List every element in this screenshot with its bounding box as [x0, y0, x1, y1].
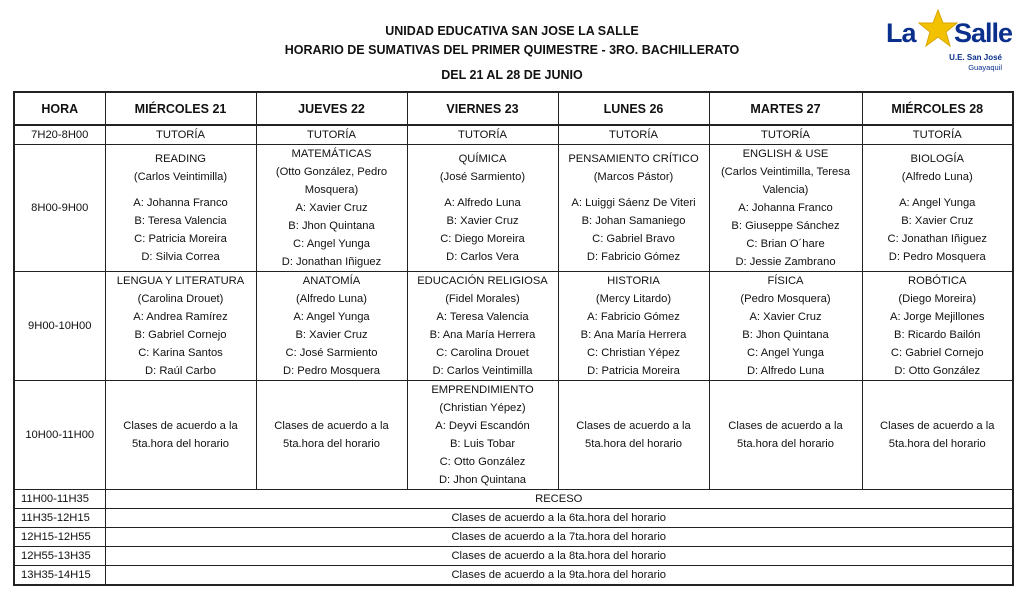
la-salle-logo [882, 8, 1012, 88]
class-note: Clases de acuerdo a la 6ta.hora del horario [105, 509, 1013, 528]
group-line: D: Jonathan Iñiguez [281, 256, 382, 268]
time-cell: 7H20-8H00 [14, 125, 105, 145]
column-header-day: MARTES 27 [709, 92, 862, 125]
subject-name: QUÍMICA [458, 153, 507, 165]
column-header-day: VIERNES 23 [407, 92, 558, 125]
group-line: B: Ricardo Bailón [894, 329, 981, 341]
subject-name: FÍSICA [767, 275, 804, 287]
group-line: A: Deyvi Escandón [435, 420, 530, 432]
time-cell: 13H35-14H15 [14, 566, 105, 586]
group-line: C: Gabriel Cornejo [890, 347, 984, 359]
group-line: D: Jhon Quintana [438, 474, 527, 486]
group-line: C: Jonathan Iñiguez [887, 233, 987, 245]
group-line: D: Pedro Mosquera [282, 365, 380, 377]
class-note: Clases de acuerdo a la 7ta.hora del horario [105, 528, 1013, 547]
group-line: A: Angel Yunga [293, 311, 370, 323]
exam-cell [256, 145, 407, 272]
subject-name: ROBÓTICA [908, 275, 967, 287]
regular-class-cell [105, 381, 256, 490]
teacher-name: (Carolina Drouet) [137, 293, 224, 305]
class-note: Clases de acuerdo a la [576, 420, 691, 432]
group-line: C: Diego Moreira [440, 233, 525, 245]
exam-cell [407, 272, 558, 381]
subject-name: BIOLOGÍA [910, 153, 964, 165]
exam-cell [256, 272, 407, 381]
later-class-row [14, 547, 1013, 566]
group-line: B: Giuseppe Sánchez [731, 220, 840, 232]
subject-name: PENSAMIENTO CRÍTICO [568, 153, 699, 165]
group-line: D: Jessie Zambrano [735, 256, 836, 268]
column-header-day: MIÉRCOLES 28 [862, 92, 1013, 125]
teacher-name: Valencia) [762, 184, 809, 196]
group-line: A: Johanna Franco [133, 197, 228, 209]
spacer [106, 186, 256, 194]
exam-cell [407, 381, 558, 490]
column-header-day: MIÉRCOLES 21 [105, 92, 256, 125]
group-line: D: Pedro Mosquera [888, 251, 986, 263]
group-line: A: Xavier Cruz [295, 202, 368, 214]
column-header-day: LUNES 26 [558, 92, 709, 125]
group-line: C: Karina Santos [138, 347, 223, 359]
teacher-name: (Fidel Morales) [445, 293, 520, 305]
group-line: B: Ana María Herrera [580, 329, 687, 341]
group-line: B: Jhon Quintana [742, 329, 829, 341]
group-line: A: Johanna Franco [738, 202, 833, 214]
group-line: A: Jorge Mejillones [889, 311, 985, 323]
teacher-name: (Carlos Veintimilla) [133, 171, 228, 183]
subject-name: LENGUA Y LITERATURA [116, 275, 245, 287]
later-class-row [14, 528, 1013, 547]
group-line: C: Angel Yunga [747, 347, 824, 359]
logo-text-salle: Salle [954, 18, 1013, 48]
exam-cell [105, 272, 256, 381]
exam-row-8h [14, 145, 1013, 272]
group-line: D: Patricia Moreira [587, 365, 680, 377]
class-note: 5ta.hora del horario [131, 438, 230, 450]
later-class-row [14, 509, 1013, 528]
regular-class-cell [558, 381, 709, 490]
subject-name: ANATOMÍA [302, 275, 361, 287]
header-row [14, 92, 1013, 125]
teacher-name: (Alfredo Luna) [901, 171, 973, 183]
group-line: D: Carlos Vera [446, 251, 519, 263]
group-line: C: Patricia Moreira [134, 233, 227, 245]
exam-cell [558, 145, 709, 272]
group-line: A: Andrea Ramírez [133, 311, 228, 323]
tutoria-row [14, 125, 1013, 145]
group-line: B: Xavier Cruz [295, 329, 368, 341]
exam-cell [862, 145, 1013, 272]
group-line: A: Luiggi Sáenz De Viteri [571, 197, 696, 209]
tutoria-cell: TUTORÍA [256, 125, 407, 145]
group-line: C: Otto González [439, 456, 526, 468]
group-line: D: Alfredo Luna [746, 365, 825, 377]
group-line: C: José Sarmiento [285, 347, 378, 359]
group-line: D: Silvia Correa [141, 251, 220, 263]
school-name: UNIDAD EDUCATIVA SAN JOSE LA SALLE [385, 24, 639, 38]
group-line: B: Xavier Cruz [446, 215, 519, 227]
spacer [408, 186, 558, 194]
time-cell: 10H00-11H00 [14, 381, 105, 490]
class-note: 5ta.hora del horario [282, 438, 381, 450]
time-cell: 8H00-9H00 [14, 145, 105, 272]
time-cell: 11H35-12H15 [14, 509, 105, 528]
regular-class-cell [256, 381, 407, 490]
time-cell: 12H55-13H35 [14, 547, 105, 566]
time-cell: 11H00-11H35 [14, 490, 105, 509]
exam-row-9h [14, 272, 1013, 381]
tutoria-cell: TUTORÍA [407, 125, 558, 145]
teacher-name: (Mercy Litardo) [595, 293, 672, 305]
date-range: DEL 21 AL 28 DE JUNIO [441, 68, 583, 82]
class-note: Clases de acuerdo a la [728, 420, 843, 432]
class-note: Clases de acuerdo a la 8ta.hora del horario [105, 547, 1013, 566]
group-line: D: Fabricio Gómez [586, 251, 681, 263]
exam-row-10h [14, 381, 1013, 490]
regular-class-cell [862, 381, 1013, 490]
time-cell: 9H00-10H00 [14, 272, 105, 381]
group-line: C: Gabriel Bravo [592, 233, 675, 245]
logo-subtitle: U.E. San José [949, 53, 1002, 62]
group-line: A: Teresa Valencia [436, 311, 529, 323]
star-icon [918, 8, 958, 48]
subject-name: EMPRENDIMIENTO [431, 384, 534, 396]
group-line: C: Carolina Drouet [436, 347, 529, 359]
exam-cell [407, 145, 558, 272]
later-class-row [14, 566, 1013, 586]
subject-name: EDUCACIÓN RELIGIOSA [417, 275, 548, 287]
spacer [559, 186, 709, 194]
column-header-hora: HORA [14, 92, 105, 125]
class-note: 5ta.hora del horario [584, 438, 683, 450]
teacher-name: (Otto González, Pedro [275, 166, 388, 178]
exam-cell [709, 145, 862, 272]
teacher-name: (José Sarmiento) [439, 171, 526, 183]
group-line: B: Johan Samaniego [581, 215, 686, 227]
tutoria-cell: TUTORÍA [709, 125, 862, 145]
logo-text-la: La [886, 18, 916, 48]
class-note: Clases de acuerdo a la 9ta.hora del horario [105, 566, 1013, 586]
exam-cell [558, 272, 709, 381]
group-line: C: Angel Yunga [293, 238, 370, 250]
group-line: A: Fabricio Gómez [587, 311, 680, 323]
exam-cell [862, 272, 1013, 381]
schedule-table [13, 91, 1014, 586]
class-note: 5ta.hora del horario [888, 438, 986, 450]
spacer [863, 186, 1013, 194]
group-line: A: Alfredo Luna [444, 197, 521, 209]
group-line: B: Xavier Cruz [901, 215, 974, 227]
teacher-name: Mosquera) [304, 184, 359, 196]
logo-city: Guayaquil [968, 63, 1002, 72]
group-line: A: Xavier Cruz [749, 311, 822, 323]
teacher-name: (Diego Moreira) [898, 293, 977, 305]
group-line: B: Jhon Quintana [288, 220, 375, 232]
teacher-name: (Pedro Mosquera) [740, 293, 831, 305]
group-line: B: Teresa Valencia [134, 215, 227, 227]
subject-name: READING [155, 153, 206, 165]
subject-name: MATEMÁTICAS [291, 148, 372, 160]
schedule-title: HORARIO DE SUMATIVAS DEL PRIMER QUIMESTRE - 3RO. BACHILLERATO [284, 43, 740, 57]
regular-class-cell [709, 381, 862, 490]
exam-cell [709, 272, 862, 381]
group-line: B: Luis Tobar [449, 438, 516, 450]
class-note: 5ta.hora del horario [736, 438, 835, 450]
teacher-name: (Carlos Veintimilla, Teresa [720, 166, 851, 178]
group-line: D: Raúl Carbo [145, 365, 216, 377]
class-note: Clases de acuerdo a la [274, 420, 389, 432]
class-note: Clases de acuerdo a la [880, 420, 995, 432]
group-line: D: Carlos Veintimilla [432, 365, 533, 377]
subject-name: HISTORIA [607, 275, 660, 287]
column-header-day: JUEVES 22 [256, 92, 407, 125]
exam-cell [105, 145, 256, 272]
teacher-name: (Marcos Pástor) [593, 171, 674, 183]
tutoria-cell: TUTORÍA [105, 125, 256, 145]
group-line: B: Ana María Herrera [429, 329, 536, 341]
subject-name: ENGLISH & USE [742, 148, 829, 160]
receso-cell: RECESO [105, 490, 1013, 509]
class-note: Clases de acuerdo a la [123, 420, 238, 432]
teacher-name: (Alfredo Luna) [296, 293, 367, 305]
group-line: D: Otto González [894, 365, 981, 377]
tutoria-cell: TUTORÍA [862, 125, 1013, 145]
group-line: C: Christian Yépez [586, 347, 681, 359]
group-line: C: Brian O´hare [746, 238, 825, 250]
receso-row [14, 490, 1013, 509]
group-line: B: Gabriel Cornejo [134, 329, 227, 341]
time-cell: 12H15-12H55 [14, 528, 105, 547]
tutoria-cell: TUTORÍA [558, 125, 709, 145]
teacher-name: (Christian Yépez) [439, 402, 526, 414]
group-line: A: Angel Yunga [899, 197, 976, 209]
